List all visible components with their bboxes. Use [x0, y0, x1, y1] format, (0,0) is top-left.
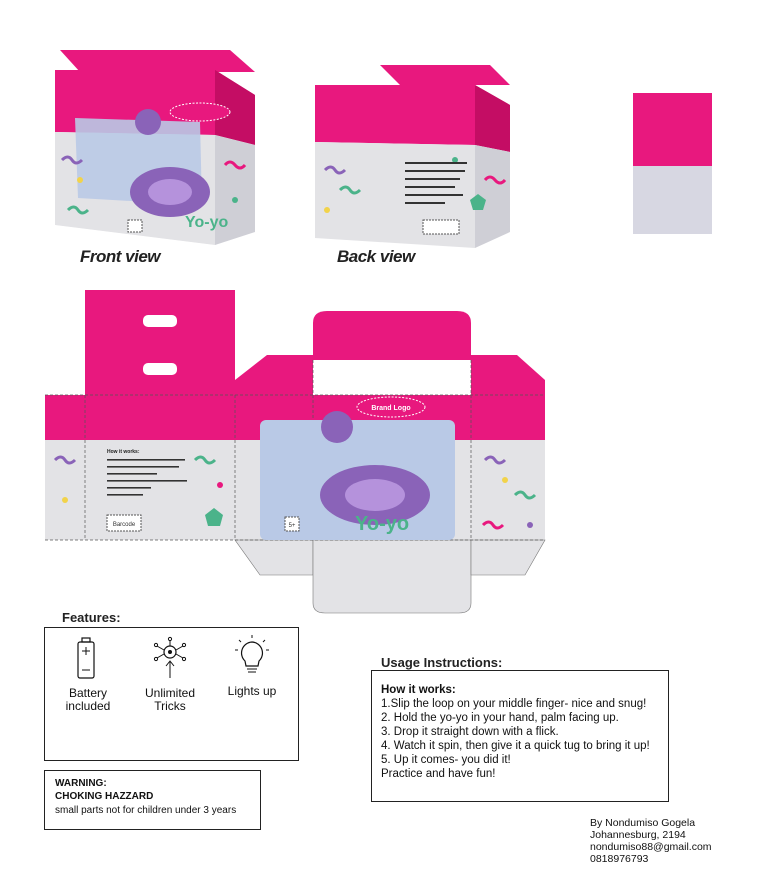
- front-box-brand-logo: [170, 103, 230, 121]
- usage-box: [371, 670, 669, 802]
- dieline-confetti: [62, 497, 68, 503]
- front-box-badge: [135, 109, 161, 135]
- credit-email: nondumiso88@gmail.com: [590, 841, 712, 853]
- pink-color-swatch: [633, 93, 712, 166]
- dieline-dust-flap-right: [471, 355, 545, 395]
- usage-step-3: 3. Drop it straight down with a flick.: [381, 726, 559, 738]
- front-box-yoyo-center: [148, 179, 192, 205]
- usage-step-5: 5. Up it comes- you did it!: [381, 754, 511, 766]
- dieline-age-text: 5+: [288, 523, 296, 529]
- back-box-text-line: [405, 194, 463, 196]
- dieline-text-line: [107, 494, 143, 496]
- back-box-front-pink: [315, 85, 475, 145]
- dieline-hang-hole: [143, 315, 177, 327]
- feature-tricks-label: Unlimited Tricks: [144, 686, 195, 713]
- dieline-text-line: [107, 459, 185, 461]
- dieline-text-line: [107, 466, 179, 468]
- usage-step-1: 1.Slip the loop on your middle finger- nice and snug!: [381, 698, 647, 710]
- dieline-confetti: [527, 522, 533, 528]
- dieline-text-line: [107, 473, 157, 475]
- dieline-text-line: [107, 487, 151, 489]
- dieline-brand-logo-text: Brand Logo: [371, 405, 411, 412]
- warning-box: [44, 770, 261, 830]
- usage-title: Usage Instructions:: [381, 655, 503, 670]
- warning-text: small parts not for children under 3 years: [55, 805, 237, 816]
- front-box-product-name: Yo-yo: [185, 214, 229, 231]
- grey-color-swatch: [633, 166, 712, 234]
- dieline-confetti: [502, 477, 508, 483]
- warning-title: WARNING:: [55, 778, 107, 789]
- features-box: [44, 627, 299, 761]
- dieline-top-flap: [313, 311, 471, 360]
- front-box-confetti: [232, 197, 238, 203]
- back-box-confetti: [324, 207, 330, 213]
- battery-icon: [53, 636, 123, 682]
- dieline-hang-hole: [143, 363, 177, 375]
- credit-author: By Nondumiso Gogela: [590, 817, 696, 829]
- credits: [590, 817, 712, 865]
- dieline-confetti: [217, 482, 223, 488]
- dieline-bottom-flap-left: [235, 540, 313, 575]
- dieline-product-name: Yo-yo: [355, 513, 410, 535]
- dieline-text-line: [107, 480, 187, 482]
- back-box-barcode: [423, 220, 459, 234]
- back-box-text-line: [405, 162, 467, 164]
- usage-heading: How it works:: [381, 684, 456, 696]
- dieline-how-title: How it works:: [107, 449, 140, 455]
- usage-step-2: 2. Hold the yo-yo in your hand, palm facing up.: [381, 712, 619, 724]
- feature-battery: [53, 636, 123, 713]
- back-box-hanger: [380, 65, 510, 85]
- box-dieline: [45, 285, 555, 620]
- usage-step-4: 4. Watch it spin, then give it a quick tug to bring it up!: [381, 740, 650, 752]
- dieline-bottom-flap-center: [313, 540, 471, 613]
- feature-battery-label: Battery included: [65, 686, 111, 713]
- tricks-icon: [135, 636, 205, 682]
- front-view-box: [40, 40, 270, 250]
- dieline-hanger-panel: [85, 290, 235, 395]
- front-box-hanger: [60, 50, 255, 72]
- back-view-label: Back view: [337, 247, 415, 266]
- back-box-text-line: [405, 186, 455, 188]
- back-box-text-line: [405, 170, 465, 172]
- front-box-age: [128, 220, 142, 232]
- front-box-confetti: [77, 177, 83, 183]
- back-box-side-pink: [475, 85, 510, 152]
- back-box-text-line: [405, 202, 445, 204]
- credit-phone: 0818976793: [590, 853, 649, 865]
- dieline-bottom-flap-right: [471, 540, 545, 575]
- feature-tricks: [135, 636, 205, 713]
- front-view-label: Front view: [80, 247, 161, 266]
- back-view-box: [305, 60, 520, 250]
- lightbulb-icon: [217, 634, 287, 680]
- dieline-barcode-text: Barcode: [112, 522, 136, 528]
- dieline-yoyo-center: [345, 479, 405, 511]
- feature-lightbulb-label: Lights up: [227, 684, 277, 698]
- usage-closing: Practice and have fun!: [381, 768, 496, 780]
- credit-location: Johannesburg, 2194: [590, 829, 686, 841]
- dieline-dust-flap-left: [235, 355, 313, 395]
- feature-lightbulb: [217, 634, 287, 698]
- warning-hazard: CHOKING HAZZARD: [55, 791, 154, 802]
- features-title: Features:: [62, 610, 121, 625]
- dieline-badge: [321, 411, 353, 443]
- back-box-text-line: [405, 178, 460, 180]
